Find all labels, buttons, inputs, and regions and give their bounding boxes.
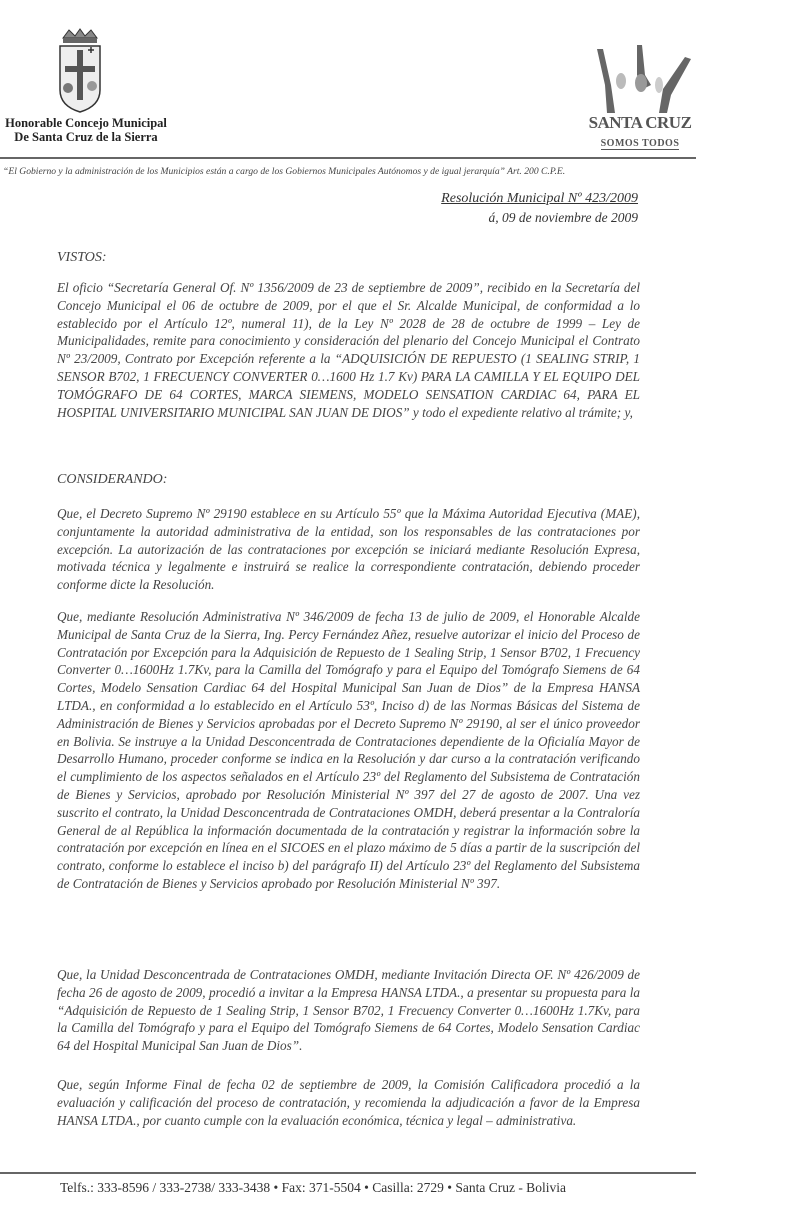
considerando-paragraph: Que, mediante Resolución Administrativa Nº 346/2009 de fecha 13 de julio de 2009, el Honorable Alcalde Municipal de Santa Cruz de la Sierra, Ing. Percy Fernández Añez, resuelve autorizar el inicio del Proceso de Contratación por Excepción para la Adquisición de Repuesto de 1 Sealing Strip, 1 Sensor B702, 1 Frecuency Converter 0…1600Hz 1.7Kv, para la Camilla del Tomógrafo y para el Equipo del Tomógrafo Siemens de 64 Cortes, Modelo Sensation Cardiac 64 del Hospital Municipal San Juan de Dios” de la Empresa HANSA LTDA., en conformidad a lo establecido en el Artículo 53º, Inciso d) de las Normas Básicas del Sistema de Administración de Bienes y Servicios aprobadas por el Decreto Supremo Nº 29190, al ser el único proveedor en Bolivia. Se instruye a la Unidad Desconcentrada de Contrataciones dependiente de la Oficialía Mayor de Desarrollo Humano, proceder conforme se indica en la Resolución y dar curso a la contratación verificando el cumplimiento de los aspectos señalados en el Artículo 23º del Reglamento del Subsistema de Contratación de Bienes y Servicios, aprobado por Resolución Ministerial Nº 397 del 27 de agosto de 2007. Una vez suscrito el contrato, la Unidad Desconcentrada de Contrataciones OMDH, deberá presentar a la Contraloría General de al República la información documentada de la contratación y registrar la información sobre la contratación por excepción en línea en el SICOES en el plazo máximo de 5 días a partir de la suscripción del contrato, conforme lo establece el inciso b) del parágrafo II) del Artículo 23º del Reglamento del Subsistema de Contratación de Bienes y Servicios aprobado por Resolución Ministerial Nº 397. [57, 609, 640, 891]
council-name [0, 116, 172, 144]
header-divider [0, 157, 696, 159]
constitutional-motto: “El Gobierno y la administración de los Municipios están a cargo de los Gobiernos Municipales Autónomos y de igual jerarquía” Art. 200 C.P.E. [3, 166, 566, 177]
considerando-paragraph: Que, la Unidad Desconcentrada de Contrataciones OMDH, mediante Invitación Directa OF. Nº 426/2009 de fecha 26 de agosto de 2009, procedió a invitar a la Empresa HANSA LTDA., a presentar su propuesta para la “Adquisición de Repuesto de 1 Sealing Strip, 1 Sensor B702, 1 Frecuency Converter 0…1600Hz 1.7Kv, para la Camilla del Tomógrafo y para el Equipo del Tomógrafo Siemens de 64 Cortes, Modelo Sensation Cardiac 64 del Hospital Municipal San Juan de Dios”. [57, 967, 640, 1054]
logo-subtitle: SOMOS TODOS [600, 138, 680, 149]
considerando-heading: CONSIDERANDO: [57, 472, 168, 487]
council-name-line1: Honorable Concejo Municipal [5, 116, 167, 130]
footer-contact: Telfs.: 333-8596 / 333-2738/ 333-3438 • Fax: 371-5504 • Casilla: 2729 • Santa Cruz - Bolivia [60, 1180, 566, 1195]
resolution-number: Resolución Municipal Nº 423/2009 [441, 191, 638, 206]
santa-cruz-logo-text [585, 113, 695, 151]
considerando-paragraph: Que, el Decreto Supremo Nº 29190 establece en su Artículo 55º que la Máxima Autoridad Ejecutiva (MAE), conjuntamente la autoridad administrativa de la entidad, son los responsables de las contrataciones por excepción. La autorización de las contrataciones por excepción se iniciará mediante Resolución Expresa, motivada técnica y legalmente e instruirá se realice la correspondiente contratación, debiendo proceder conforme dicte la Resolución. [57, 506, 640, 593]
vistos-paragraph: El oficio “Secretaría General Of. Nº 1356/2009 de 23 de septiembre de 2009”, recibido en la Secretaría del Concejo Municipal el 06 de octubre de 2009, por el que el Sr. Alcalde Municipal, de conformidad a lo establecido por el Artículo 12º, numeral 11), de la Ley Nº 2028 de 28 de octubre de 1999 – Ley de Municipalidades, remite para conocimiento y consideración del plenario del Concejo Municipal el Contrato Nº 23/2009, Contrato por Excepción referente a la “ADQUISICIÓN DE REPUESTO (1 SEALING STRIP, 1 SENSOR B702, 1 FRECUENCY CONVERTER 0…1600 Hz 1.7 Kv) PARA LA CAMILLA Y EL EQUIPO DEL TOMÓGRAFO DE 64 CORTES, MARCA SIEMENS, MODELO SENSATION CARDIAC 64, PARA EL HOSPITAL UNIVERSITARIO MUNICIPAL SAN JUAN DE DIOS” y todo el expediente relativo al trámite; y, [57, 280, 640, 420]
footer-divider [0, 1172, 696, 1174]
municipal-coat-of-arms-icon [55, 28, 105, 114]
vistos-heading: VISTOS: [57, 250, 107, 265]
council-name-line2: De Santa Cruz de la Sierra [14, 130, 158, 144]
considerando-paragraph: Que, según Informe Final de fecha 02 de septiembre de 2009, la Comisión Calificadora procedió a la evaluación y calificación del proceso de contratación, y recomienda la adjudicación a favor de la Empresa HANSA LTDA., por cuanto cumple con la evaluación económica, técnica y legal – administrativa. [57, 1077, 640, 1128]
resolution-date: á, 09 de noviembre de 2009 [488, 210, 638, 225]
logo-title: SANTA CRUZ [588, 113, 692, 132]
